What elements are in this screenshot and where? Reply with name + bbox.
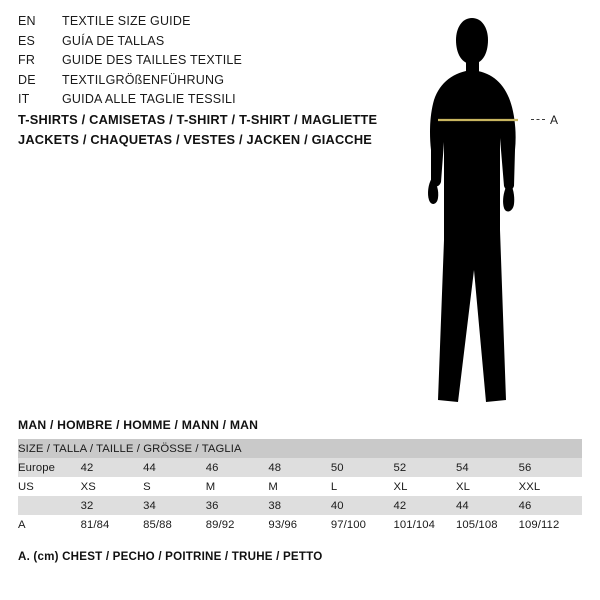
language-title: GUIDA ALLE TAGLIE TESSILI [62,92,236,106]
cell: 109/112 [519,515,582,534]
table-footnote: A. (cm) CHEST / PECHO / POITRINE / TRUHE / PETTO [18,550,323,563]
language-title: TEXTILE SIZE GUIDE [62,14,191,28]
language-row [18,34,398,54]
cell: 42 [393,496,456,515]
row-label: Europe [18,458,81,477]
language-code: DE [18,72,36,87]
table-row [18,477,582,496]
cell: 48 [268,458,331,477]
cell: 38 [268,496,331,515]
size-table [18,439,582,534]
language-title-block [18,14,398,112]
cell: 56 [519,458,582,477]
language-code: IT [18,92,30,106]
garment-category-block [18,110,418,150]
language-code: FR [18,53,36,67]
row-label: A [18,515,81,534]
measure-label-a: A [550,113,559,127]
cell: 101/104 [393,515,456,534]
cell: 85/88 [143,515,206,534]
row-label [18,496,81,515]
cell: 81/84 [81,515,144,534]
cell: 50 [331,458,394,477]
cell: 52 [393,458,456,477]
language-title: TEXTILGRÖßENFÜHRUNG [62,72,225,87]
table-row [18,458,582,477]
cell: XL [393,477,456,496]
cell: 89/92 [206,515,269,534]
cell: L [331,477,394,496]
category-tshirts: T-SHIRTS / CAMISETAS / T-SHIRT / T-SHIRT / MAGLIETTE [18,112,378,127]
cell: 54 [456,458,519,477]
cell: XL [456,477,519,496]
table-gender-title: MAN / HOMBRE / HOMME / MANN / MAN [18,418,259,432]
table-row [18,496,582,515]
language-code: EN [18,14,36,28]
cell: 105/108 [456,515,519,534]
cell: 32 [81,496,144,515]
cell: 46 [206,458,269,477]
language-row [18,92,398,112]
language-title: GUIDE DES TAILLES TEXTILE [62,53,243,67]
table-row [18,515,582,534]
table-header-label: SIZE / TALLA / TAILLE / GRÖSSE / TAGLIA [18,439,582,458]
language-code: ES [18,33,36,48]
language-title: GUÍA DE TALLAS [62,33,165,48]
language-row [18,14,398,34]
cell: M [206,477,269,496]
cell: XS [81,477,144,496]
body-figure [400,10,600,410]
cell: 44 [456,496,519,515]
cell: 34 [143,496,206,515]
cell: 42 [81,458,144,477]
cell: 44 [143,458,206,477]
table-header-row [18,439,582,458]
cell: 36 [206,496,269,515]
cell: M [268,477,331,496]
language-row [18,73,398,93]
language-row [18,53,398,73]
cell: XXL [519,477,582,496]
row-label: US [18,477,81,496]
cell: 93/96 [268,515,331,534]
measure-leader-line [531,119,545,120]
cell: 40 [331,496,394,515]
cell: S [143,477,206,496]
size-table-section [18,418,582,563]
category-jackets: JACKETS / CHAQUETAS / VESTES / JACKEN / GIACCHE [18,132,373,147]
cell: 97/100 [331,515,394,534]
male-silhouette-icon [400,10,600,410]
cell: 46 [519,496,582,515]
